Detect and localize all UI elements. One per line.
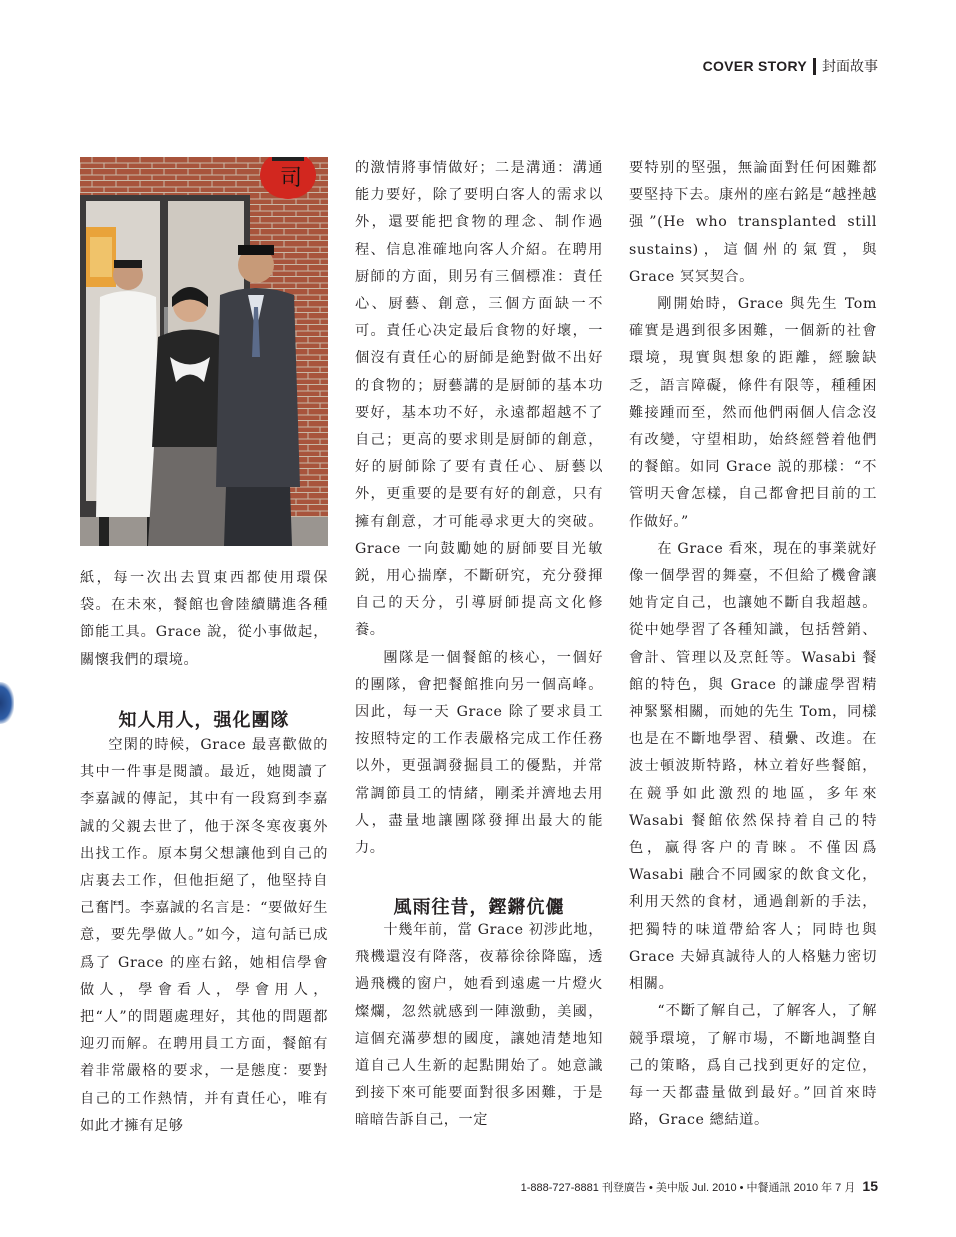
section-header bbox=[703, 56, 878, 76]
paragraph: 要特别的堅强，無論面對任何困難都要堅持下去。康州的座右銘是“越挫越强”(He who transplanted still sustains)，這個州的氣質，與 Grace 冥冥契合。 bbox=[629, 160, 877, 285]
page-footer bbox=[521, 1178, 878, 1195]
header-divider bbox=[813, 58, 816, 75]
paragraph: 在 Grace 看來，現在的事業就好像一個學習的舞臺，不但給了機會讓她肯定自己，也讓她不斷自我超越。從中她學習了各種知識，包括營銷、會計、管理以及烹飪等。Wasabi 餐館的特色，與 Grace 的謙虚學習精神緊緊相關，而她的先生 Tom，同樣也是在不斷地學習、積纍、改進。在波士頓波斯特路，林立着好些餐館，在競爭如此激烈的地區，多年來 Wasabi 餐館依然保持着自己的特色，赢得客户的青睞。不僅因爲 Wasabi 融合不同國家的飲食文化，利用天然的食材，通過創新的手法，把獨特的味道帶給客人；同時也與 Grace 夫婦真誠待人的人格魅力密切相關。 bbox=[629, 540, 877, 993]
page-number: 15 bbox=[862, 1178, 878, 1194]
column-1-bottom bbox=[80, 732, 328, 1140]
lantern-text: 司 bbox=[280, 166, 303, 191]
section-heading-2: 風雨往昔，鏗鏘伉儷 bbox=[393, 897, 565, 918]
column-2-top bbox=[355, 155, 603, 862]
paragraph: 紙，每一次出去買東西都使用環保袋。在未來，餐館也會陸續購進各種節能工具。Grace 說，從小事做起，關懷我們的環境。 bbox=[80, 570, 328, 668]
paragraph: 剛開始時，Grace 與先生 Tom 確實是遇到很多困難，一個新的社會環境，現實與想象的距離，經驗缺乏，語言障礙，條件有限等，種種困難接踵而至，然而他們兩個人信念沒有改變，守望相助，始終經營着他們的餐館。如同 Grace 説的那樣：“不管明天會怎樣，自己都會把目前的工作做好。” bbox=[629, 296, 877, 530]
footer-text: 1-888-727-8881 刊登廣告 • 美中版 Jul. 2010 • 中餐通訊 2010 年 7 月 bbox=[520, 1182, 856, 1194]
page-edge-decoration bbox=[0, 682, 14, 724]
section-title-cn: 封面故事 bbox=[822, 59, 878, 75]
paragraph: “不斷了解自己，了解客人，了解競爭環境，了解市場，不斷地調整自己的策略，爲自己找到更好的定位，每一天都盡量做到最好。”回首來時路，Grace 總結道。 bbox=[629, 1003, 877, 1129]
paragraph: 空閑的時候，Grace 最喜歡做的其中一件事是閱讀。最近，她閱讀了李嘉誠的傳記，其中有一段寫到李嘉誠的父親去世了，他于深冬寒夜裏外出找工作。原本舅父想讓他到自己的店裏去工作，但他拒絕了，他堅持自己奮鬥。李嘉誠的名言是：“要做好生意，要先學做人。”如今，這句話已成爲了 Grace 的座右銘，她相信學會做人，學會看人，學會用人，把“人”的問題處理好，其他的問題都迎刃而解。在聘用員工方面，餐館有着非常嚴格的要求，一是態度：要對自己的工作熱情，并有責任心，唯有如此才擁有足够 bbox=[80, 737, 328, 1134]
column-3 bbox=[629, 155, 877, 1134]
column-2-bottom bbox=[355, 917, 603, 1135]
cover-photo bbox=[80, 157, 328, 546]
section-heading-1: 知人用人，强化團隊 bbox=[118, 710, 290, 731]
paragraph: 十幾年前，當 Grace 初涉此地，飛機還沒有降落，夜幕徐徐降臨，透過飛機的窗户，她看到遠處一片燈火燦爛，忽然就感到一陣激動，美國，這個充滿夢想的國度，讓她清楚地知道自己人生新的起點開始了。她意識到接下來可能要面對很多困難，于是暗暗告訴自己，一定 bbox=[355, 922, 603, 1129]
section-title-en: COVER STORY bbox=[702, 58, 807, 74]
chef-person bbox=[96, 260, 160, 546]
paragraph: 的激情將事情做好；二是溝通：溝通能力要好，除了要明白客人的需求以外，還要能把食物的理念、制作過程、信息准確地向客人介紹。在聘用厨師的方面，則另有三個標准：責任心、厨藝、創意，三個方面缺一不可。責任心决定最后食物的好壞，一個沒有責任心的厨師是絶對做不出好的食物的；厨藝講的是厨師的基本功要好，基本功不好，永遠都超越不了自己；更高的要求則是厨師的創意，好的厨師除了要有責任心、厨藝以外，更重要的是要有好的創意，只有擁有創意，才可能尋求更大的突破。Grace 一向鼓勵她的厨師要目光敏鋭，用心揣摩，不斷研究，充分發揮自己的天分，引導厨師提高文化修養。 bbox=[355, 160, 603, 639]
photo-illustration bbox=[80, 157, 328, 546]
paragraph: 團隊是一個餐館的核心，一個好的團隊，會把餐館推向另一個高峰。因此，每一天 Grace 除了要求員工按照特定的工作表嚴格完成工作任務以外，更强調發掘員工的優點，并常常調節員工的情緒，剛柔并濟地去用人，盡量地讓團隊發揮出最大的能力。 bbox=[355, 649, 603, 857]
column-1-top bbox=[80, 565, 328, 674]
